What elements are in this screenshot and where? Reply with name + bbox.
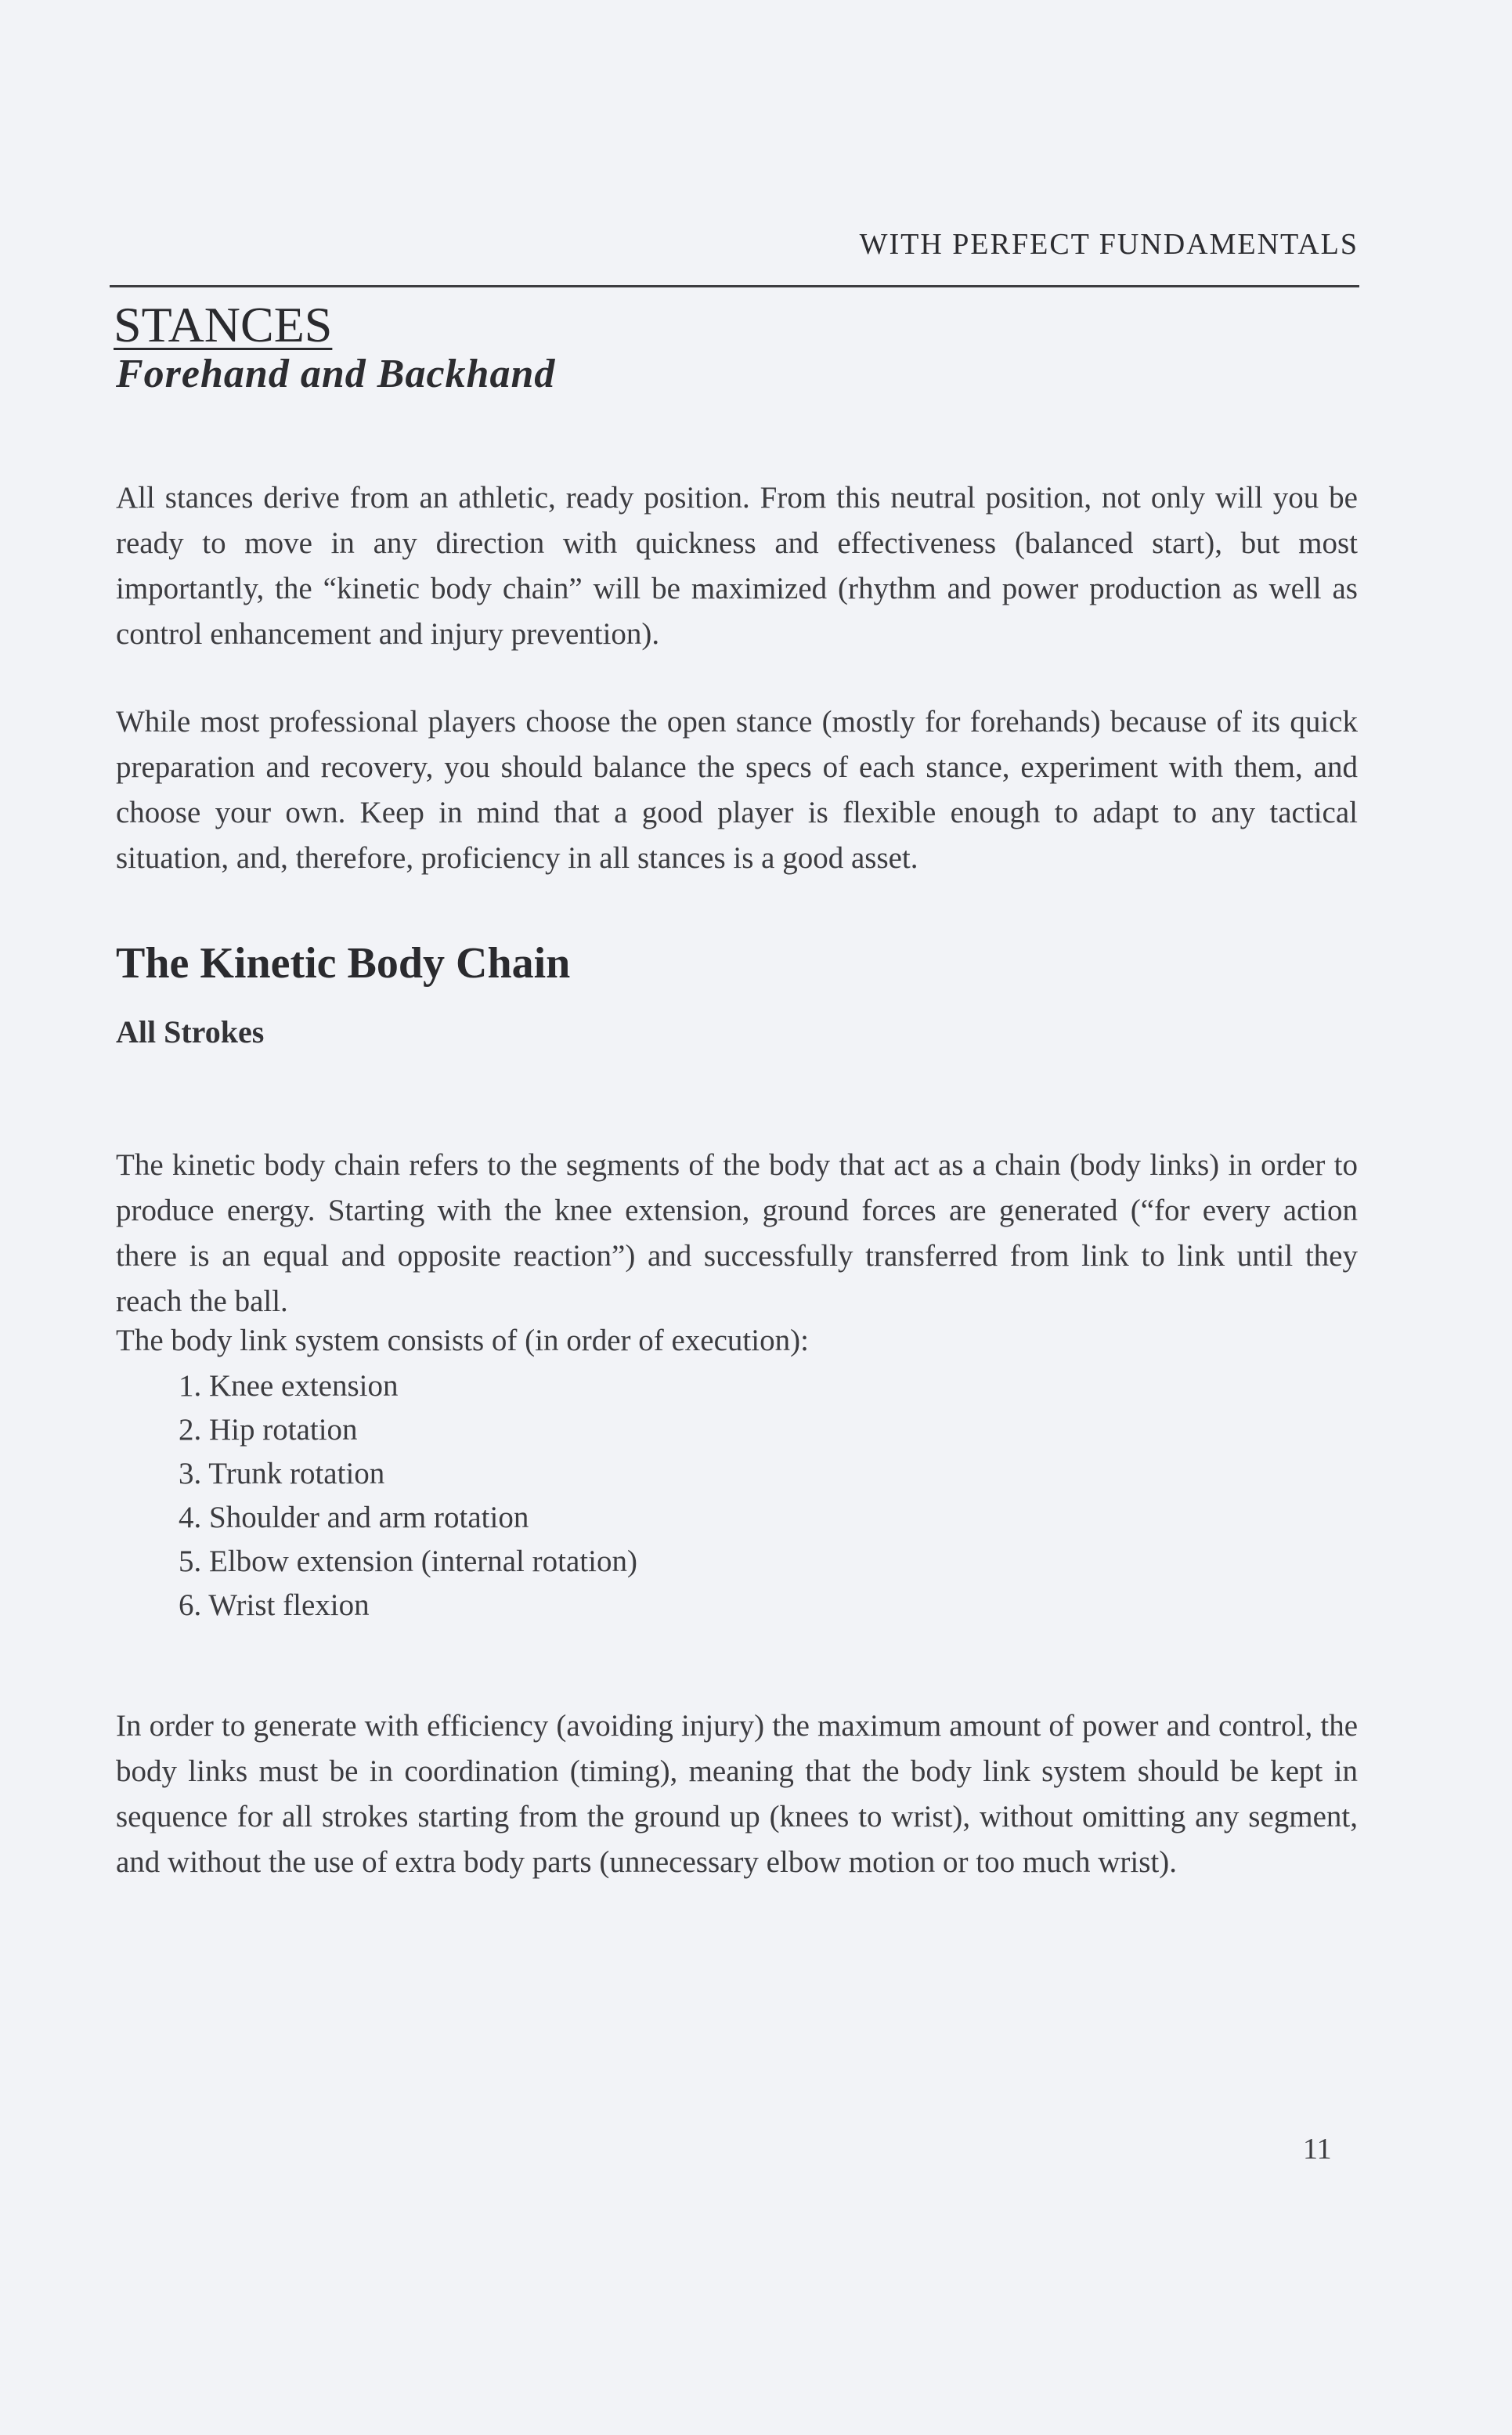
- section-title: STANCES: [114, 297, 333, 352]
- kinetic-paragraph-1: The kinetic body chain refers to the segments of the body that act as a chain (body links) in order to produce energy. Starting with the knee extension, ground forces are generated (“for every action there is an equal and opposite reaction”) and successfully transferred from link to link until they reach the ball.: [116, 1148, 1358, 1318]
- header-rule: [110, 285, 1359, 287]
- list-item: 6. Wrist flexion: [179, 1588, 370, 1622]
- body-link-list: [179, 1364, 637, 1628]
- list-item: 4. Shoulder and arm rotation: [179, 1501, 529, 1534]
- kinetic-subheading: All Strokes: [116, 1014, 265, 1050]
- list-item: 5. Elbow extension (internal rotation): [179, 1544, 637, 1578]
- list-item: 1. Knee extension: [179, 1369, 399, 1403]
- section-subtitle: Forehand and Backhand: [116, 352, 556, 396]
- list-intro: The body link system consists of (in order of execution):: [116, 1324, 809, 1357]
- stances-paragraph-1: All stances derive from an athletic, ready position. From this neutral position, not only will you be ready to move in any direction with quickness and effectiveness (balanced start), but most importantly, the “kinetic body chain” will be maximized (rhythm and power production as well as control enhancement and injury prevention).: [116, 481, 1358, 651]
- page-number: 11: [1303, 2133, 1332, 2166]
- list-item: 2. Hip rotation: [179, 1413, 358, 1447]
- stances-paragraph-2: While most professional players choose the open stance (mostly for forehands) because of its quick preparation and recovery, you should balance the specs of each stance, experiment with them, and choose your own. Keep in mind that a good player is flexible enough to adapt to any tactical situation, and, therefore, proficiency in all stances is a good asset.: [116, 705, 1358, 875]
- running-head: WITH PERFECT FUNDAMENTALS: [859, 228, 1359, 261]
- list-item: 3. Trunk rotation: [179, 1457, 385, 1490]
- kinetic-heading: The Kinetic Body Chain: [116, 939, 571, 988]
- kinetic-paragraph-2: In order to generate with efficiency (avoiding injury) the maximum amount of power and control, the body links must be in coordination (timing), meaning that the body link system should be kept in sequence for all strokes starting from the ground up (knees to wrist), without omitting any segment, and without the use of extra body parts (unnecessary elbow motion or too much wrist).: [116, 1709, 1358, 1879]
